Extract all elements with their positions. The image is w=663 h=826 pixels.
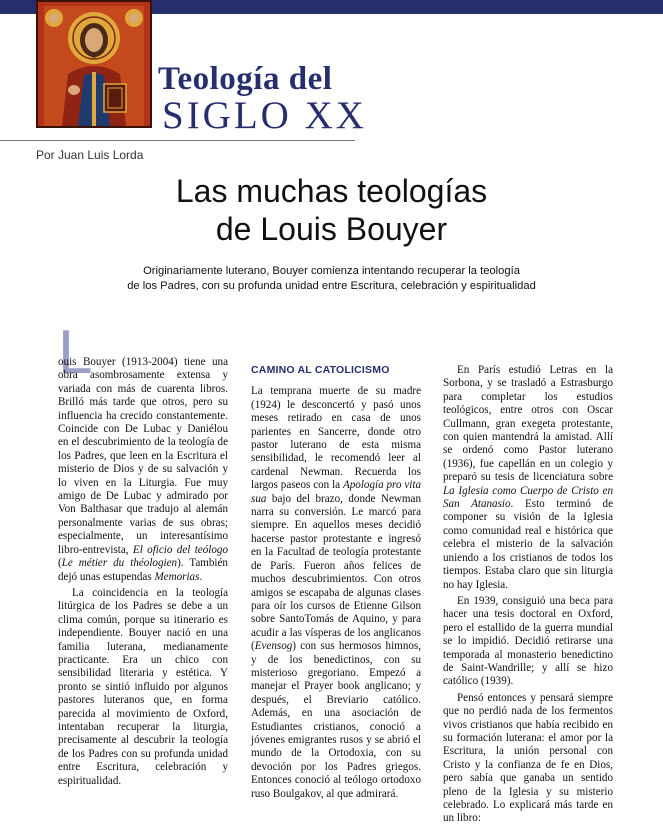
- article-title-line1: Las muchas teologías: [175, 173, 488, 209]
- paragraph: [251, 385, 421, 801]
- author-byline: Por Juan Luis Lorda: [36, 148, 144, 162]
- book-title: El oficio del teólogo: [132, 543, 228, 556]
- book-title: La Iglesia como Cuerpo de Cristo en San Atanasio: [443, 484, 613, 511]
- column-1: [58, 356, 228, 788]
- paragraph: [58, 356, 228, 584]
- article-subtitle: [80, 264, 583, 293]
- drop-cap: L: [58, 318, 93, 387]
- text-run: .: [199, 570, 203, 583]
- text-run: ) con sus hermosos himnos, y de los benedictinos, con su misterioso gregoriano. Empezó a manejar el Prayer book anglicano; y después, el Breviario católico. Además, en una asociación de Estudiantes cristianos, conoció a jóvenes emigrantes rusos y se abrió el mundo de la Ortodoxia, con su devoción por los Padres griegos. Entonces conoció al teólogo ortodoxo ruso Boulgakov, al que admirará.: [251, 640, 421, 800]
- text-run: La temprana muerte de su madre (1924) le desconcertó y pasó unos meses retirado en casa de unos parientes en Sancerre, donde otro pastor luterano de esta misma sensibilidad, le recomendó leer al cardenal Newman. Recuerda los largos paseos con la: [251, 385, 421, 492]
- series-title-line1: Teología del: [158, 61, 333, 97]
- book-title: Apología pro vita sua: [251, 479, 422, 505]
- article-title: [0, 172, 663, 248]
- text-run: (: [58, 557, 62, 570]
- article-title-line2: de Louis Bouyer: [215, 211, 448, 247]
- series-masthead: [158, 62, 367, 136]
- column-3: [443, 364, 613, 826]
- article-subtitle-line1: Originariamente luterano, Bouyer comienza intentando recuperar la teología: [143, 265, 520, 277]
- paragraph: [443, 364, 613, 592]
- book-title: Le métier du théologien: [61, 557, 178, 570]
- text-run: . Esto terminó de componer su visión de la Iglesia como comunidad real e histórica que celebra el misterio de la salvación uniendo a los cristianos de todos los tiempos. Estaba claro que sin liturgia no hay Iglesia.: [443, 498, 613, 591]
- text-run: ouis Bouyer (1913-2004) tiene una obra asombrosamente extensa y variada con más de cuarenta libros. Brilló más tarde que otros, pero su influencia ha crecido constantemente. Coincide con De Lubac y Daniélou en el descubrimiento de la teología de los Padres, que leen en la Escritura el misterio de Dios y de su salvación y lo viven en la Liturgia. Fue muy amigo de De Lubac y admirado por Von Balthasar que tradujo al alemán personalmente varias de sus obras; especialmente, un interesantísimo libro-entrevista,: [58, 356, 228, 556]
- paragraph: En 1939, consiguió una beca para hacer una tesis doctoral en Oxford, pero el estallido de la guerra mundial se lo impidió. Decidió retirarse una temporada al monasterio benedictino de Saint-Wandrille; y allí se hizo católico (1939).: [443, 594, 613, 688]
- text-run: En París estudió Letras en la Sorbona, y se trasladó a Estrasburgo para completar los estudios teológicos, entre otros con Oscar Cullmann, gran exegeta protestante, con quien mantendrá la amistad. Allí se ordenó como Pastor luterano (1936), fue capellán en un colegio y preparó su tesis de licenciatura sobre: [443, 364, 613, 484]
- christ-pantocrator-icon: [36, 0, 152, 128]
- paragraph: La coincidencia en la teología litúrgica de los Padres se debe a un clima común, porque su itinerario es independiente. Bouyer nació en una familia luterana, medianamente practicante. Era un chico con sensibilidad literaria y estética. Y pronto se sintió influido por algunos pastores luteranos que, en forma parecida al movimiento de Oxford, intentaban recuperar la liturgia, precisamente al descubrir la teología de los Padres con su profunda unidad entre Escritura, celebración y espiritualidad.: [58, 586, 228, 787]
- italic-term: Evensog: [254, 640, 293, 653]
- section-heading: CAMINO AL CATOLICISMO: [251, 364, 390, 376]
- series-title-line2: SIGLO XX: [162, 94, 367, 137]
- header-divider: [0, 140, 355, 141]
- column-2: [251, 364, 421, 801]
- book-title: Memorias: [154, 570, 200, 583]
- text-run: bajo del brazo, donde Newman narra su conversión. Le marcó para siempre. En aquellos meses decidió hacerse pastor protestante e ingresó en la Facultad de teología protestante de París. Fueron años felices de muchos descubrimientos. Con otros amigos se escapaba de algunas clases para oír los cursos de Etienne Gilson sobre SantoTomás de Aquino, y para acudir a las vísperas de los anglicanos (: [251, 492, 421, 653]
- paragraph: Pensó entonces y pensará siempre que no perdió nada de los fermentos vivos cristianos que había recibido en su formación luterana: el amor por la Escritura, la unión personal con Cristo y la confianza de fe en Dios, pero sabía que ganaba un sentido pleno de la Iglesia y su misterio celebrado. Lo explicará más tarde en un libro:: [443, 691, 613, 825]
- article-subtitle-line2: de los Padres, con su profunda unidad entre Escritura, celebración y espiritualidad: [127, 279, 536, 292]
- text-run: ). También dejó unas estupendas: [58, 557, 228, 583]
